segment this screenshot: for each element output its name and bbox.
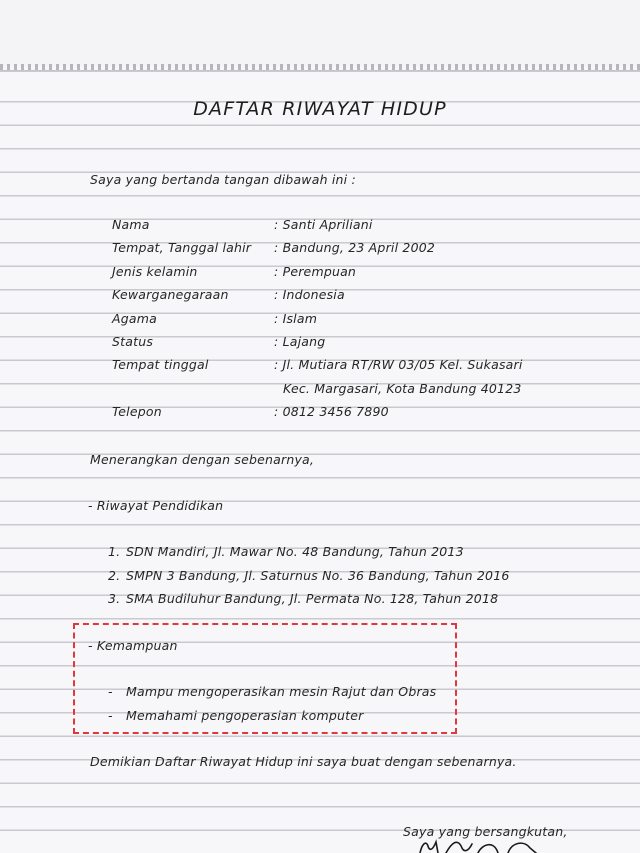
field-label-ttl: Tempat, Tanggal lahir [112,240,252,255]
field-label-nama: Nama [112,217,150,232]
field-label-religion: Agama [112,311,157,326]
field-label-phone: Telepon [112,404,162,419]
education-item-number: 3. [108,591,121,606]
skills-item-bullet: - [108,708,113,723]
signoff-text: Saya yang bersangkutan, [403,824,568,839]
skills-item-text: Memahami pengoperasian komputer [126,708,364,723]
field-value-phone: : 0812 3456 7890 [274,404,389,419]
field-value-address: : Jl. Mutiara RT/RW 03/05 Kel. Sukasari [274,357,523,372]
field-label-gender: Jenis kelamin [112,264,198,279]
field-label-nationality: Kewarganegaraan [112,287,229,302]
field-value-ttl: : Bandung, 23 April 2002 [274,240,436,255]
field-value-status: : Lajang [274,334,326,349]
education-item-number: 1. [108,544,121,559]
field-value-religion: : Islam [274,311,318,326]
intro-text: Saya yang bertanda tangan dibawah ini : [90,172,356,187]
education-item-text: SMA Budiluhur Bandung, Jl. Permata No. 128, Tahun 2018 [126,591,499,606]
statement-text: Menerangkan dengan sebenarnya, [90,452,315,467]
education-item-number: 2. [108,568,121,583]
closing-text: Demikian Daftar Riwayat Hidup ini saya buat dengan sebenarnya. [90,754,517,769]
signature [412,838,562,853]
field-value-nationality: : Indonesia [274,287,345,302]
field-value-gender: : Perempuan [274,264,357,279]
education-heading: - Riwayat Pendidikan [88,498,224,513]
education-item-text: SMPN 3 Bandung, Jl. Saturnus No. 36 Bandung, Tahun 2016 [126,568,510,583]
field-value-nama: : Santi Apriliani [274,217,373,232]
document-title: DAFTAR RIWAYAT HIDUP [193,98,447,120]
field-value-address-line2: Kec. Margasari, Kota Bandung 40123 [283,381,522,396]
field-label-status: Status [112,334,154,349]
page-top-edge [0,70,640,71]
skills-heading: - Kemampuan [88,638,178,653]
skills-item-bullet: - [108,684,113,699]
field-label-address: Tempat tinggal [112,357,209,372]
education-item-text: SDN Mandiri, Jl. Mawar No. 48 Bandung, Tahun 2013 [126,544,464,559]
skills-item-text: Mampu mengoperasikan mesin Rajut dan Obras [126,684,437,699]
